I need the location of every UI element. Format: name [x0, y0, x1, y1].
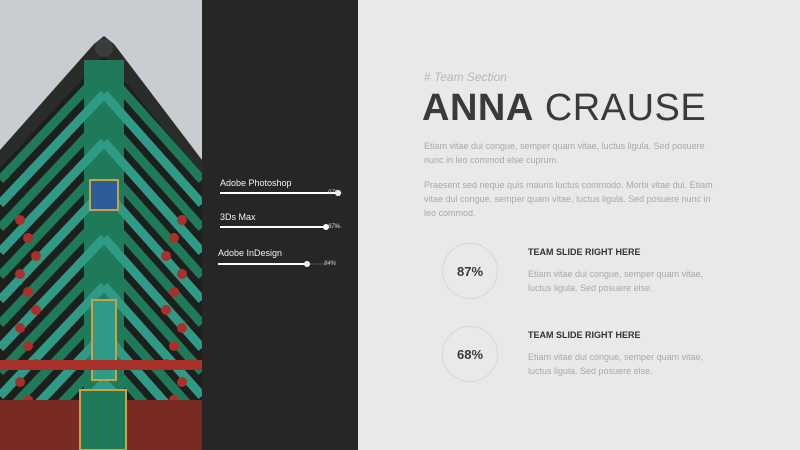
- intro-paragraph: Etiam vitae dui congue, semper quam vitae, luctus ligula. Sed posuere nunc in leo commod else cuprum.: [424, 141, 705, 165]
- stat-circle: [442, 243, 498, 299]
- skill-bar-knob: [304, 261, 310, 267]
- rafter-end: [161, 251, 171, 261]
- skill-label: Adobe InDesign: [218, 248, 283, 258]
- skill-bar-fill: [218, 263, 307, 265]
- skill-indesign: [202, 248, 358, 270]
- rafter-end: [15, 215, 25, 225]
- stat-block: [440, 243, 740, 305]
- stat-title: TEAM SLIDE RIGHT HERE: [528, 247, 641, 257]
- last-name: CRAUSE: [544, 87, 707, 129]
- skill-label: Adobe Photoshop: [220, 178, 292, 188]
- rafter-end: [23, 233, 33, 243]
- roof-finial: [95, 39, 113, 57]
- rafter-end: [169, 287, 179, 297]
- stat-value: 87%: [456, 263, 484, 279]
- temple-roof-photo: [0, 0, 202, 450]
- first-name: ANNA: [422, 87, 534, 129]
- body-paragraph: Praesent sed neque quis mauris luctus commodo. Morbi vitae dui. Etiam vitae dui congue, semper quam vitae, luctus ligula. Sed posuere nunc in leo commod.: [424, 180, 713, 218]
- rafter-end: [15, 323, 25, 333]
- rafter-end: [15, 377, 25, 387]
- rafter-end: [177, 323, 187, 333]
- rafter-end: [15, 269, 25, 279]
- skill-bar: [220, 192, 342, 194]
- stat-title: TEAM SLIDE RIGHT HERE: [528, 330, 641, 340]
- rafter-end: [169, 341, 179, 351]
- temple-roof-illustration: [0, 0, 202, 450]
- rafter-end: [31, 305, 41, 315]
- stat-text: Etiam vitae dui congue, semper quam vitae, luctus ligula. Sed posuere else.: [528, 269, 704, 293]
- stat-text: Etiam vitae dui congue, semper quam vitae, luctus ligula. Sed posuere else.: [528, 352, 704, 376]
- rafter-end: [177, 269, 187, 279]
- skill-percent: 87%: [328, 224, 341, 230]
- rafter-end: [177, 377, 187, 387]
- stat-circle: [442, 326, 498, 382]
- rafter-end: [169, 233, 179, 243]
- skills-panel: [202, 0, 358, 450]
- skill-bar: [220, 226, 342, 228]
- roof-beam: [0, 360, 202, 370]
- skill-photoshop: [202, 178, 358, 200]
- roof-ornament: [80, 390, 126, 450]
- section-label: # Team Section: [424, 70, 507, 84]
- rafter-end: [23, 341, 33, 351]
- stat-value: 68%: [456, 346, 484, 362]
- roof-ornament: [90, 180, 118, 210]
- skill-percent: 84%: [324, 261, 337, 267]
- skill-label: 3Ds Max: [220, 212, 256, 222]
- skill-3ds-max: [202, 212, 358, 234]
- rafter-end: [177, 215, 187, 225]
- rafter-end: [161, 305, 171, 315]
- skill-percent: 97%: [328, 190, 341, 196]
- skill-bar: [218, 263, 324, 265]
- skill-bar-fill: [220, 226, 326, 228]
- rafter-end: [31, 251, 41, 261]
- rafter-end: [23, 287, 33, 297]
- person-name: [422, 86, 706, 130]
- stat-block: [440, 326, 740, 388]
